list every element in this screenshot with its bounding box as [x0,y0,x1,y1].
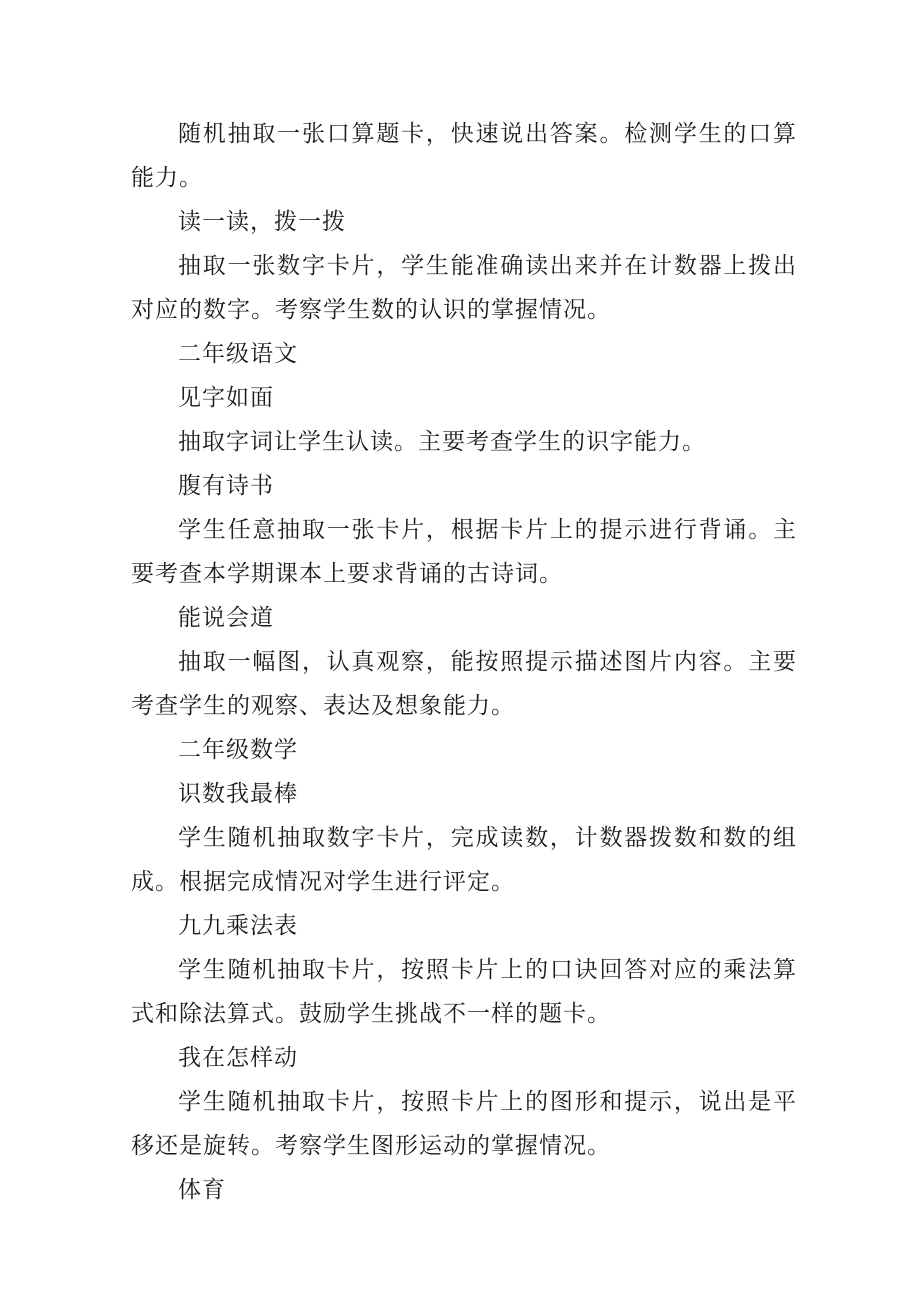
paragraph-oral-arithmetic: 随机抽取一张口算题卡，快速说出答案。检测学生的口算能力。 [131,121,797,191]
heading-how-do-i-move: 我在怎样动 [178,1045,298,1071]
paragraph-number-cards: 抽取一张数字卡片，学生能准确读出来并在计数器上拨出对应的数字。考察学生数的认识的掌握情况。 [131,253,797,323]
heading-grade2-math: 二年级数学 [178,737,298,763]
document-body [131,112,797,1212]
heading-number-recognition: 识数我最棒 [178,781,298,807]
heading-speaking: 能说会道 [178,605,274,631]
heading-read-and-count: 读一读，拨一拨 [178,209,346,235]
heading-multiplication-table: 九九乘法表 [178,913,298,939]
paragraph-poetry: 学生任意抽取一张卡片，根据卡片上的提示进行背诵。主要考查本学期课本上要求背诵的古诗词。 [131,517,797,587]
paragraph-multiplication-table: 学生随机抽取卡片，按照卡片上的口诀回答对应的乘法算式和除法算式。鼓励学生挑战不一样的题卡。 [131,957,797,1027]
heading-grade2-chinese: 二年级语文 [178,341,298,367]
heading-physical-education: 体育 [178,1177,226,1203]
paragraph-speaking: 抽取一幅图，认真观察，能按照提示描述图片内容。主要考查学生的观察、表达及想象能力。 [131,649,797,719]
paragraph-how-do-i-move: 学生随机抽取卡片，按照卡片上的图形和提示，说出是平移还是旋转。考察学生图形运动的掌握情况。 [131,1089,797,1159]
heading-poetry: 腹有诗书 [178,473,274,499]
paragraph-number-recognition: 学生随机抽取数字卡片，完成读数，计数器拨数和数的组成。根据完成情况对学生进行评定。 [131,825,797,895]
heading-recognize-characters: 见字如面 [178,385,274,411]
paragraph-recognize-characters: 抽取字词让学生认读。主要考查学生的识字能力。 [178,429,706,455]
